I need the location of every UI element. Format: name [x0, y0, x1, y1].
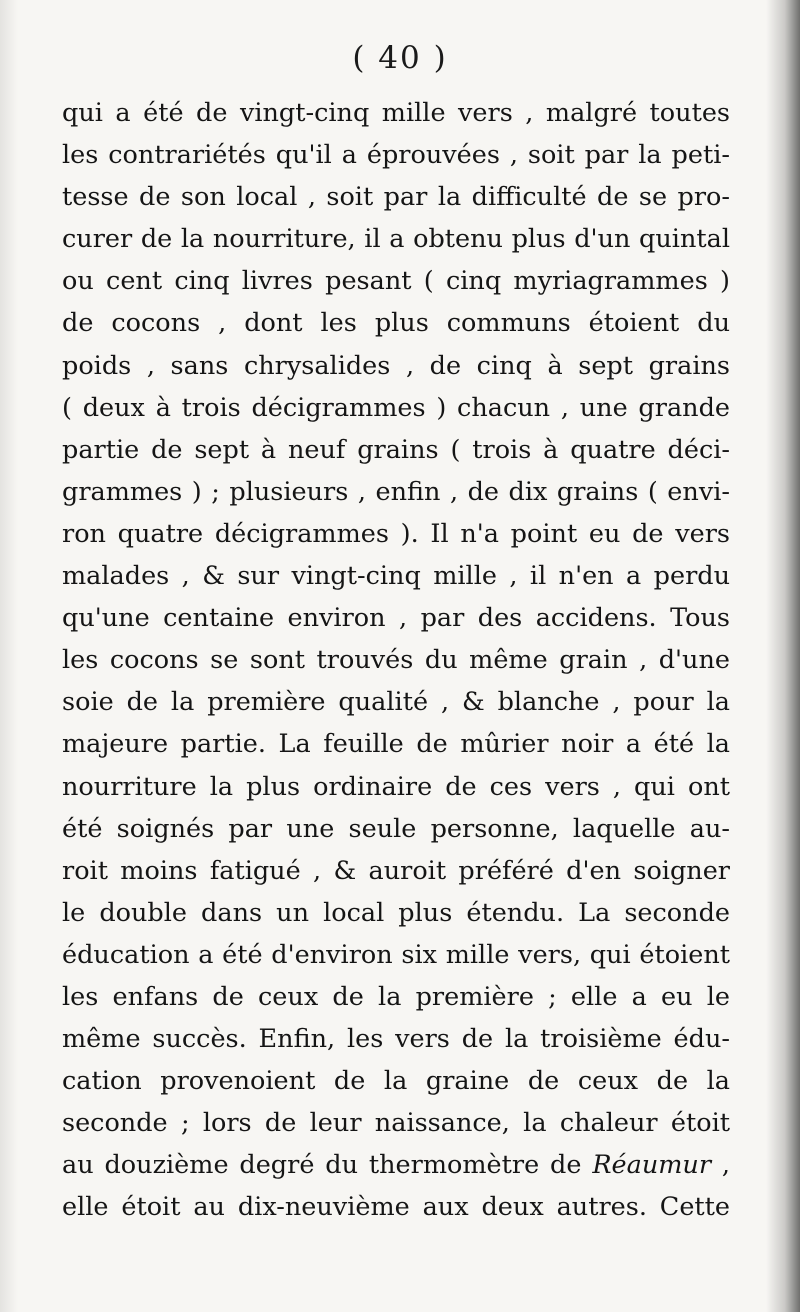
text-line: qui a été de vingt-cinq mille vers , malgré toutes [62, 98, 730, 128]
text-line: tesse de son local , soit par la difficulté de se pro- [62, 182, 730, 213]
text-line: nourriture la plus ordinaire de ces vers , qui ont [62, 771, 730, 802]
italic-name: Réaumur [592, 1150, 712, 1181]
italic-suffix: , [711, 1150, 730, 1181]
text-line: majeure partie. La feuille de mûrier noir a été la [62, 729, 730, 760]
text-line: de cocons , dont les plus communs étoient du [62, 308, 730, 339]
text-line: curer de la nourriture, il a obtenu plus d'un quintal [62, 224, 730, 255]
text-line: été soignés par une seule personne, laquelle au- [62, 813, 730, 844]
text-line: même succès. Enfin, les vers de la troisième édu- [62, 1024, 730, 1055]
text-line: partie de sept à neuf grains ( trois à quatre déci- [62, 434, 730, 465]
text-line: éducation a été d'environ six mille vers, qui étoient [62, 939, 730, 970]
text-line: les contrariétés qu'il a éprouvées , soit par la peti- [62, 140, 730, 171]
text-line: qu'une centaine environ , par des accidens. Tous [62, 603, 730, 634]
text-line: roit moins fatigué , & auroit préféré d'en soigner [62, 855, 730, 886]
text-line: poids , sans chrysalides , de cinq à sept grains [62, 350, 730, 381]
text-line: cation provenoient de la graine de ceux de la [62, 1066, 730, 1097]
text-line-start: au douzième degré du thermomètre de [62, 1150, 582, 1181]
text-line: seconde ; lors de leur naissance, la chaleur étoit [62, 1108, 730, 1139]
text-line: grammes ) ; plusieurs , enfin , de dix grains ( envi- [62, 476, 730, 507]
text-line: soie de la première qualité , & blanche , pour la [62, 687, 730, 718]
text-line: les enfans de ceux de la première ; elle a eu le [62, 981, 730, 1012]
page-number: ( 40 ) [352, 40, 448, 76]
body-text [62, 92, 730, 1229]
text-line: elle étoit au dix-neuvième aux deux autres. Cette [62, 1192, 730, 1223]
text-line: le double dans un local plus étendu. La seconde [62, 897, 730, 928]
text-line: les cocons se sont trouvés du même grain , d'une [62, 645, 730, 676]
text-line: ou cent cinq livres pesant ( cinq myriagrammes ) [62, 266, 730, 297]
text-line: malades , & sur vingt-cinq mille , il n'en a perdu [62, 561, 730, 592]
text-line-with-italic [62, 1144, 730, 1186]
text-line: ( deux à trois décigrammes ) chacun , une grande [62, 392, 730, 423]
text-line: ron quatre décigrammes ). Il n'a point eu de vers [62, 518, 730, 549]
